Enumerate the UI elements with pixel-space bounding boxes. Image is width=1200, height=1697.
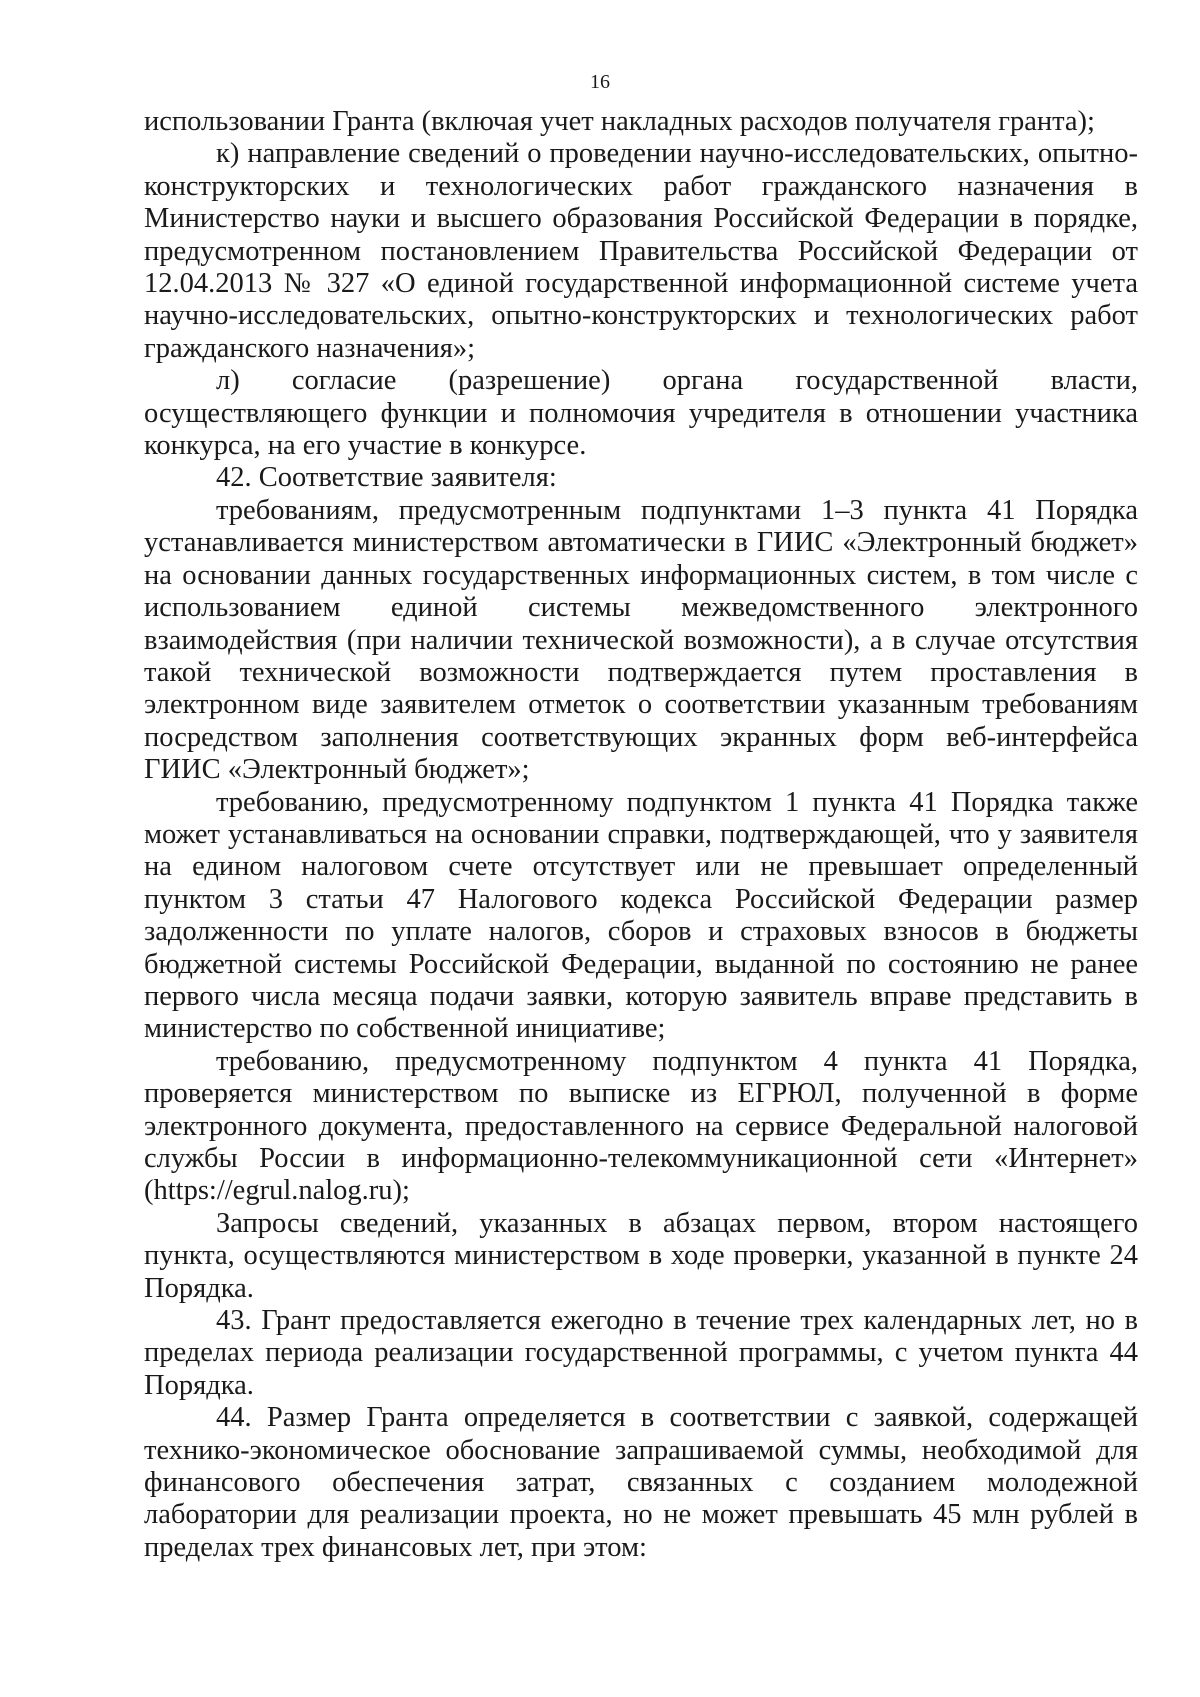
paragraph-item-l: л) согласие (разрешение) органа государственной власти, осуществляющего функции и полномочия учредителя в отношении участника конкурса, на его участие в конкурсе. — [144, 365, 1138, 462]
paragraph-item-k: к) направление сведений о проведении научно-исследовательских, опытно-конструкторских и технологических работ гражданского назначения в Министерство науки и высшего образования Российской Федерации в порядке, предусмотренном постановлением Правительства Российской Федерации от 12.04.2013 № 327 «О единой государственной информационной системе учета научно-исследовательских, опытно-конструкторских и технологических работ гражданского назначения»; — [144, 138, 1138, 364]
paragraph-section-43: 43. Грант предоставляется ежегодно в течение трех календарных лет, но в пределах периода реализации государственной программы, с учетом пункта 44 Порядка. — [144, 1305, 1138, 1401]
paragraph-42-requirements-1-3: требованиям, предусмотренным подпунктами 1–3 пункта 41 Порядка устанавливается министерством автоматически в ГИИС «Электронный бюджет» на основании данных государственных информационных систем, в том числе с использованием единой системы межведомственного электронного взаимодействия (при наличии технической возможности), а в случае отсутствия такой технической возможности подтверждается путем проставления в электронном виде заявителем отметок о соответствии указанным требованиям посредством заполнения соответствующих экранных форм веб-интерфейса ГИИС «Электронный бюджет»; — [144, 494, 1138, 786]
paragraph-42-requirement-4: требованию, предусмотренному подпунктом 4 пункта 41 Порядка, проверяется министерством по выписке из ЕГРЮЛ, полученной в форме электронного документа, предоставленного на сервисе Федеральной налоговой службы России в информационно-телекоммуникационной сети «Интернет» (https://egrul.nalog.ru); — [144, 1045, 1138, 1207]
document-body — [144, 106, 1138, 1564]
paragraph-42-requests: Запросы сведений, указанных в абзацах первом, втором настоящего пункта, осуществляются министерством в ходе проверки, указанной в пункте 24 Порядка. — [144, 1207, 1138, 1304]
paragraph-continuation: использовании Гранта (включая учет накладных расходов получателя гранта); — [144, 106, 1095, 137]
paragraph-42-requirement-1: требованию, предусмотренному подпунктом 1 пункта 41 Порядка также может устанавливаться на основании справки, подтверждающей, что у заявителя на едином налоговом счете отсутствует или не превышает определенный пунктом 3 статьи 47 Налогового кодекса Российской Федерации размер задолженности по уплате налогов, сборов и страховых взносов в бюджеты бюджетной системы Российской Федерации, выданной по состоянию не ранее первого числа месяца подачи заявки, которую заявитель вправе представить в министерство по собственной инициативе; — [144, 786, 1138, 1045]
page-number: 16 — [590, 71, 610, 93]
paragraph-section-44: 44. Размер Гранта определяется в соответствии с заявкой, содержащей технико-экономическое обоснование запрашиваемой суммы, необходимой для финансового обеспечения затрат, связанных с созданием молодежной лаборатории для реализации проекта, но не может превышать 45 млн рублей в пределах трех финансовых лет, при этом: — [144, 1402, 1138, 1563]
paragraph-section-42: 42. Соответствие заявителя: — [216, 462, 557, 494]
